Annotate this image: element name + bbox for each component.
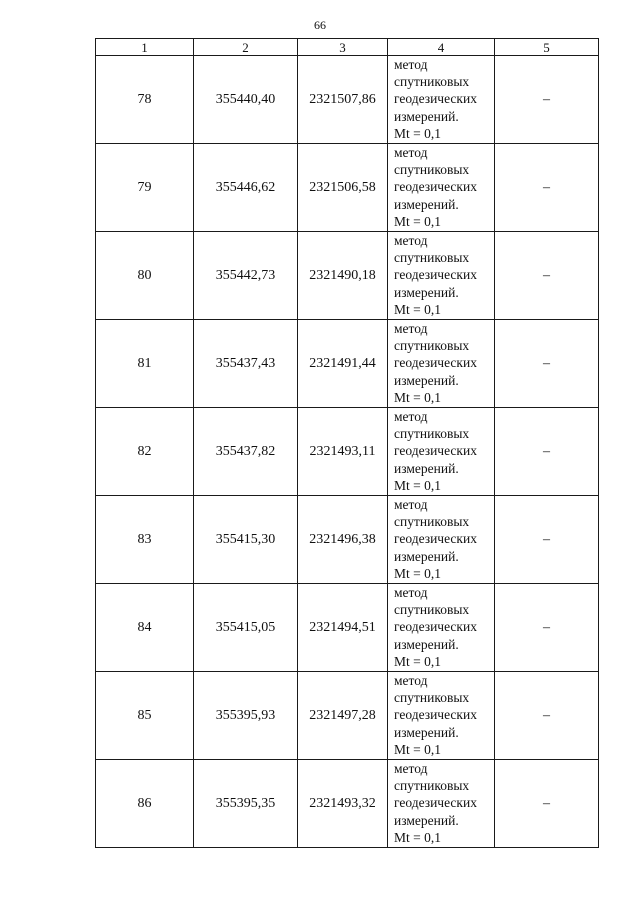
method-line: метод bbox=[394, 321, 428, 336]
method-line: Mt = 0,1 bbox=[394, 829, 441, 845]
point-number-cell: 83 bbox=[96, 496, 194, 584]
point-number-cell: 82 bbox=[96, 408, 194, 496]
method-line: измерений. bbox=[394, 284, 459, 300]
method-line: спутниковых bbox=[394, 778, 470, 794]
x-coordinate-cell: 355415,30 bbox=[194, 496, 298, 584]
table-row bbox=[96, 760, 599, 848]
method-cell bbox=[388, 232, 495, 320]
method-line: спутниковых bbox=[394, 426, 470, 442]
header-col-4: 4 bbox=[388, 39, 495, 56]
note-cell: – bbox=[495, 672, 599, 760]
x-coordinate-cell: 355395,93 bbox=[194, 672, 298, 760]
y-coordinate-cell: 2321491,44 bbox=[298, 320, 388, 408]
point-number-cell: 81 bbox=[96, 320, 194, 408]
table-row bbox=[96, 56, 599, 144]
method-line: спутниковых bbox=[394, 74, 470, 90]
method-cell bbox=[388, 584, 495, 672]
method-line: геодезических bbox=[394, 355, 477, 371]
point-number-cell: 85 bbox=[96, 672, 194, 760]
method-line: метод bbox=[394, 761, 428, 776]
method-line: геодезических bbox=[394, 795, 477, 811]
method-line: измерений. bbox=[394, 812, 459, 828]
y-coordinate-cell: 2321493,11 bbox=[298, 408, 388, 496]
method-cell bbox=[388, 496, 495, 584]
note-cell: – bbox=[495, 408, 599, 496]
method-line: геодезических bbox=[394, 91, 477, 107]
method-line: Mt = 0,1 bbox=[394, 477, 441, 493]
y-coordinate-cell: 2321507,86 bbox=[298, 56, 388, 144]
y-coordinate-cell: 2321490,18 bbox=[298, 232, 388, 320]
page-number: 66 bbox=[314, 18, 326, 32]
y-coordinate-cell: 2321494,51 bbox=[298, 584, 388, 672]
method-line: измерений. bbox=[394, 636, 459, 652]
method-line: спутниковых bbox=[394, 338, 470, 354]
table-row bbox=[96, 232, 599, 320]
x-coordinate-cell: 355442,73 bbox=[194, 232, 298, 320]
y-coordinate-cell: 2321497,28 bbox=[298, 672, 388, 760]
method-line: Mt = 0,1 bbox=[394, 213, 441, 229]
point-number-cell: 86 bbox=[96, 760, 194, 848]
x-coordinate-cell: 355395,35 bbox=[194, 760, 298, 848]
table-row bbox=[96, 408, 599, 496]
method-line: метод bbox=[394, 497, 428, 512]
coordinates-table bbox=[95, 38, 599, 848]
method-line: Mt = 0,1 bbox=[394, 565, 441, 581]
x-coordinate-cell: 355415,05 bbox=[194, 584, 298, 672]
method-line: спутниковых bbox=[394, 250, 470, 266]
method-cell bbox=[388, 408, 495, 496]
method-line: метод bbox=[394, 57, 428, 72]
method-line: измерений. bbox=[394, 548, 459, 564]
method-line: метод bbox=[394, 145, 428, 160]
method-line: спутниковых bbox=[394, 690, 470, 706]
method-line: геодезических bbox=[394, 267, 477, 283]
header-col-5: 5 bbox=[495, 39, 599, 56]
method-cell bbox=[388, 672, 495, 760]
table-row bbox=[96, 584, 599, 672]
note-cell: – bbox=[495, 584, 599, 672]
method-line: измерений. bbox=[394, 724, 459, 740]
table-header bbox=[96, 39, 599, 56]
method-line: спутниковых bbox=[394, 514, 470, 530]
note-cell: – bbox=[495, 232, 599, 320]
method-line: геодезических bbox=[394, 179, 477, 195]
table-row bbox=[96, 320, 599, 408]
note-cell: – bbox=[495, 144, 599, 232]
method-line: Mt = 0,1 bbox=[394, 301, 441, 317]
method-line: Mt = 0,1 bbox=[394, 389, 441, 405]
method-line: спутниковых bbox=[394, 602, 470, 618]
y-coordinate-cell: 2321506,58 bbox=[298, 144, 388, 232]
table-row bbox=[96, 144, 599, 232]
method-line: метод bbox=[394, 409, 428, 424]
point-number-cell: 84 bbox=[96, 584, 194, 672]
method-cell bbox=[388, 56, 495, 144]
method-line: измерений. bbox=[394, 196, 459, 212]
header-col-3: 3 bbox=[298, 39, 388, 56]
note-cell: – bbox=[495, 760, 599, 848]
method-line: Mt = 0,1 bbox=[394, 125, 441, 141]
method-line: Mt = 0,1 bbox=[394, 653, 441, 669]
point-number-cell: 78 bbox=[96, 56, 194, 144]
method-line: измерений. bbox=[394, 372, 459, 388]
table-body bbox=[96, 56, 599, 848]
header-row bbox=[96, 39, 599, 56]
method-cell bbox=[388, 144, 495, 232]
method-line: спутниковых bbox=[394, 162, 470, 178]
x-coordinate-cell: 355446,62 bbox=[194, 144, 298, 232]
header-col-1: 1 bbox=[96, 39, 194, 56]
method-line: метод bbox=[394, 585, 428, 600]
method-cell bbox=[388, 760, 495, 848]
note-cell: – bbox=[495, 320, 599, 408]
point-number-cell: 80 bbox=[96, 232, 194, 320]
note-cell: – bbox=[495, 496, 599, 584]
y-coordinate-cell: 2321493,32 bbox=[298, 760, 388, 848]
x-coordinate-cell: 355440,40 bbox=[194, 56, 298, 144]
x-coordinate-cell: 355437,43 bbox=[194, 320, 298, 408]
method-line: геодезических bbox=[394, 619, 477, 635]
method-line: метод bbox=[394, 673, 428, 688]
method-line: геодезических bbox=[394, 443, 477, 459]
method-line: измерений. bbox=[394, 108, 459, 124]
header-col-2: 2 bbox=[194, 39, 298, 56]
y-coordinate-cell: 2321496,38 bbox=[298, 496, 388, 584]
method-line: геодезических bbox=[394, 707, 477, 723]
method-line: геодезических bbox=[394, 531, 477, 547]
table-row bbox=[96, 672, 599, 760]
note-cell: – bbox=[495, 56, 599, 144]
method-line: Mt = 0,1 bbox=[394, 741, 441, 757]
x-coordinate-cell: 355437,82 bbox=[194, 408, 298, 496]
method-cell bbox=[388, 320, 495, 408]
method-line: метод bbox=[394, 233, 428, 248]
point-number-cell: 79 bbox=[96, 144, 194, 232]
method-line: измерений. bbox=[394, 460, 459, 476]
table-row bbox=[96, 496, 599, 584]
